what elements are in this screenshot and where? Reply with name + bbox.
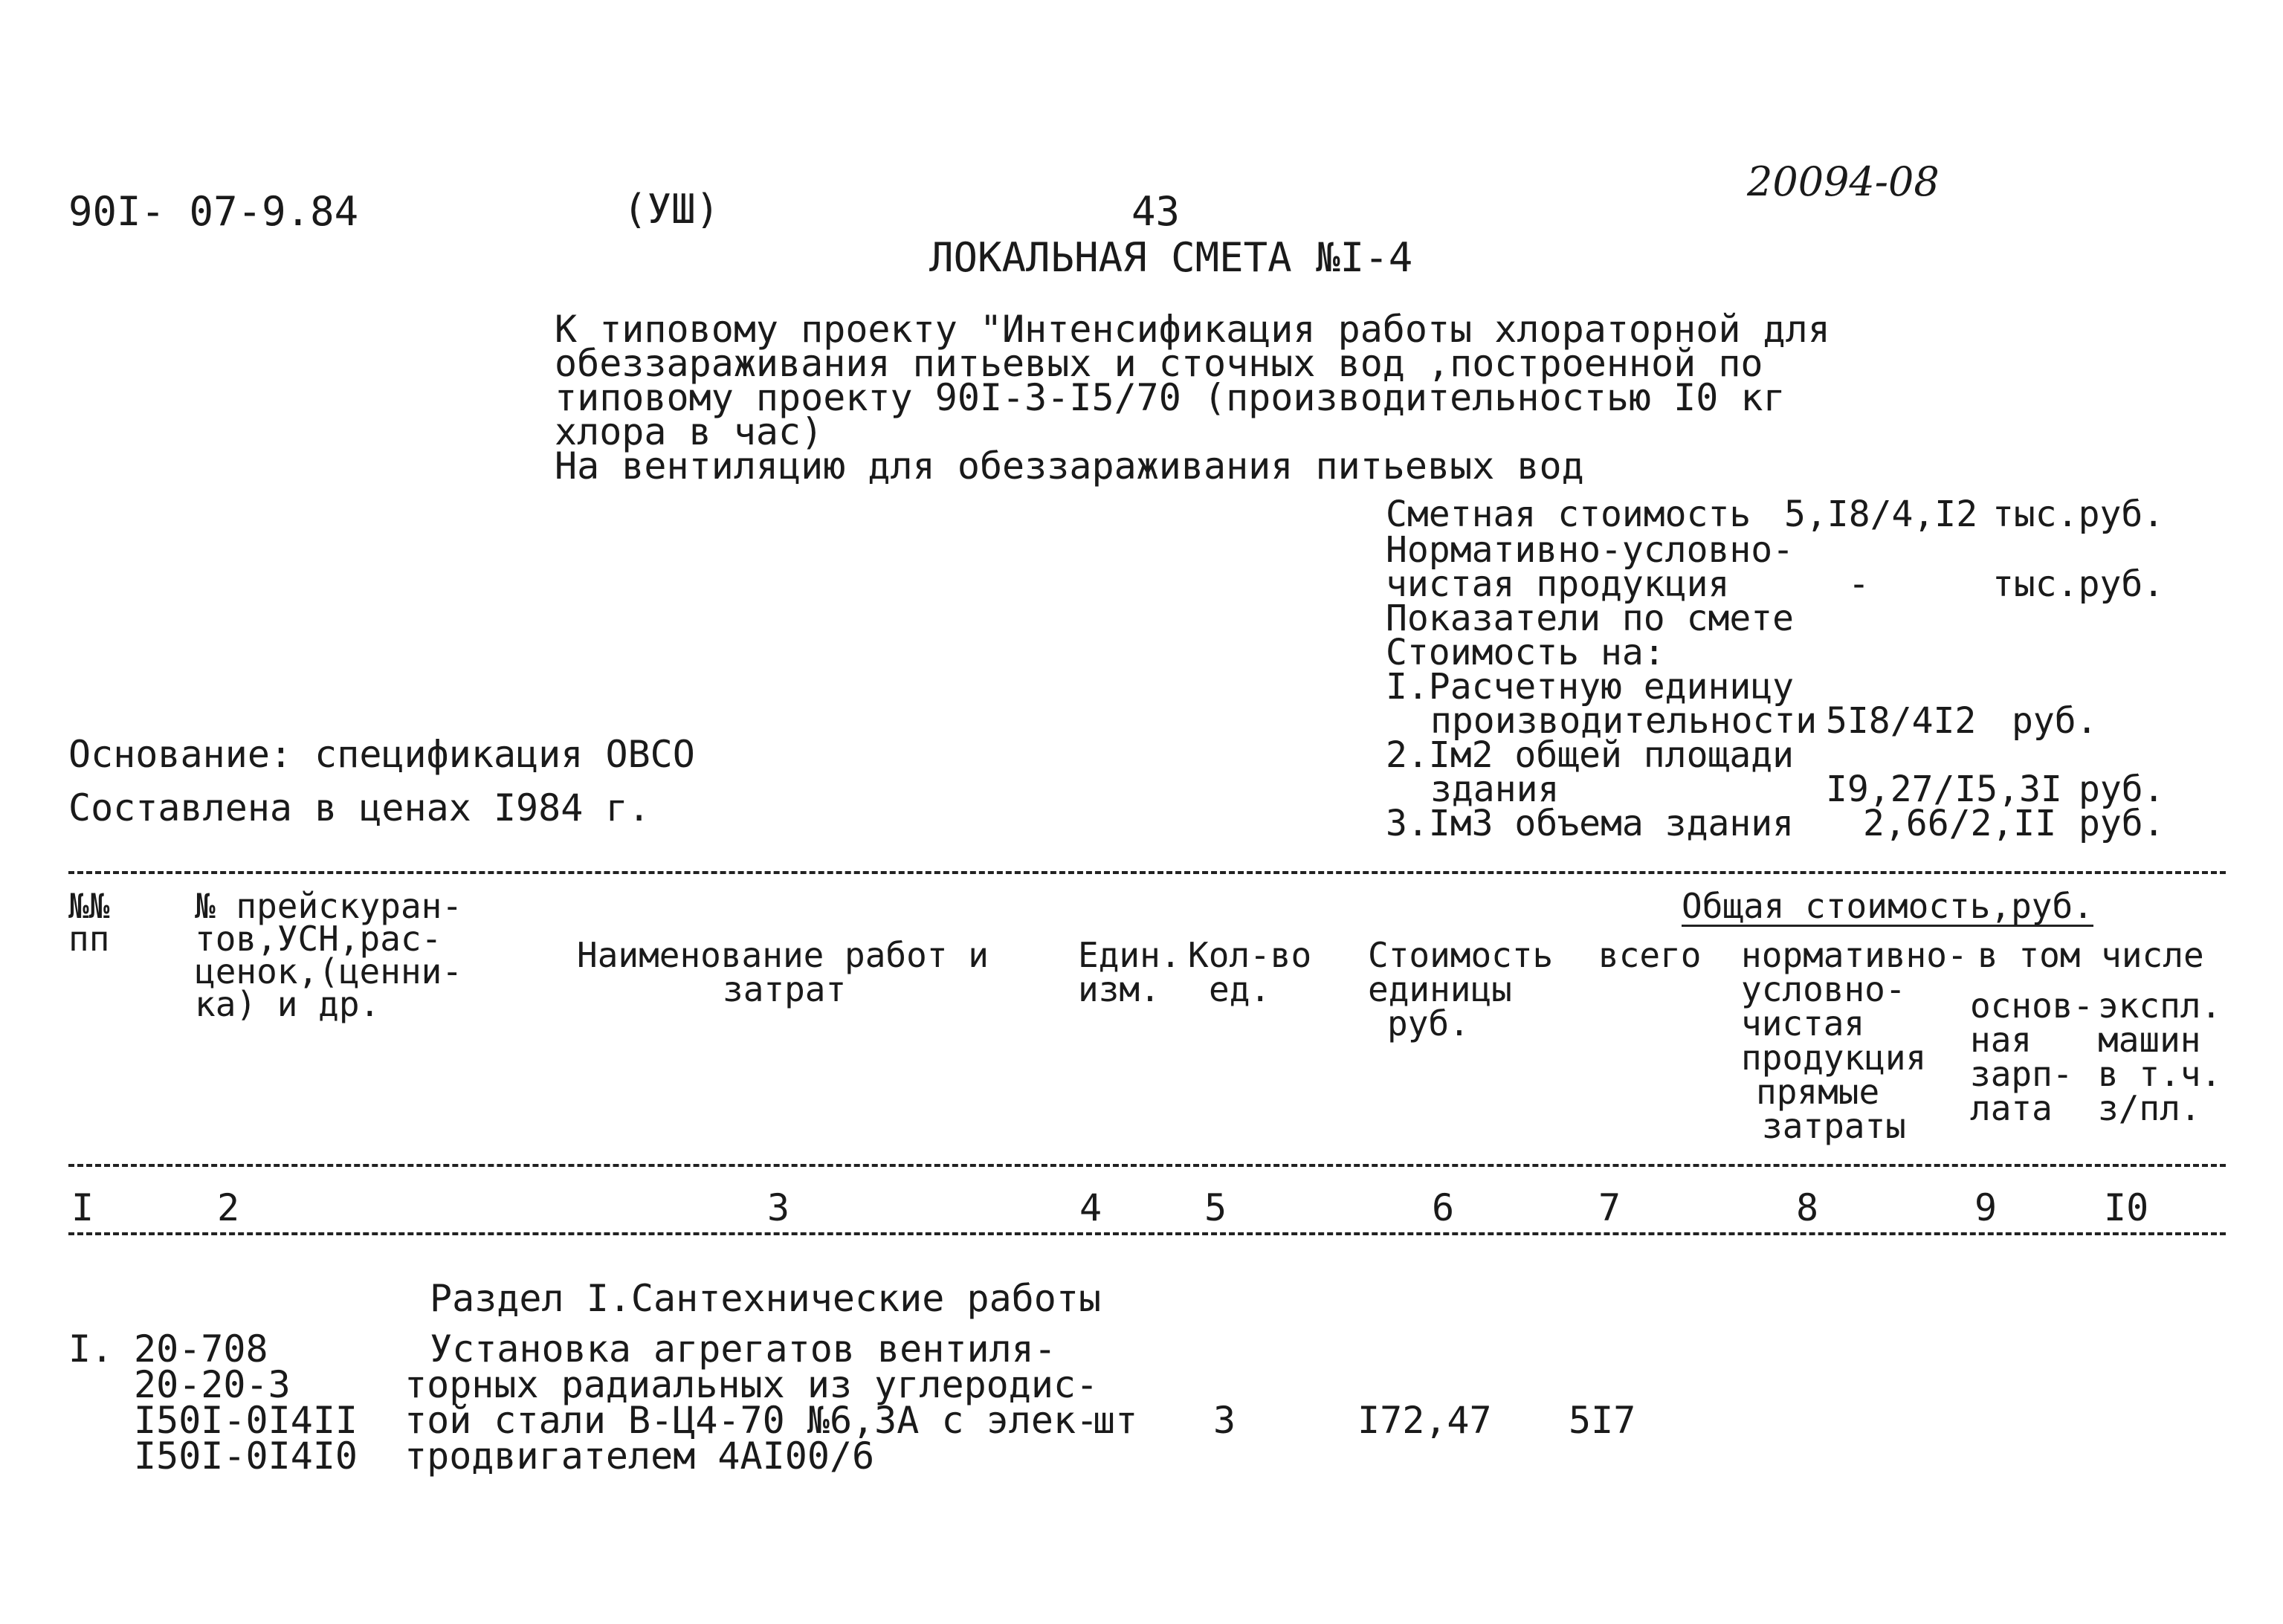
indicators-label: Показатели по смете [1386,598,1795,639]
header-col-net-product: продукция [1741,1038,1927,1078]
header-col-unit-cost: единицы [1368,969,1512,1009]
indicator-floor-area-value: I9,27/I5,3I [1826,769,2062,810]
header-col-machines: в т.ч. [2098,1054,2222,1094]
description-line: типовому проекту 90I-3-I5/70 (производительностью I0 кг [555,376,1786,419]
header-col-machines: з/пл. [2098,1088,2201,1128]
header-col-unit: Един. [1078,935,1181,975]
header-col-machines: экспл. [2098,986,2222,1026]
row-unit-cost: I72,47 [1357,1399,1492,1442]
description-line: На вентиляцию для обеззараживания питьевых вод [555,444,1584,488]
indicator-floor-area: 2.Iм2 общей площади [1386,734,1795,776]
volume-number: (УШ) [623,186,720,233]
indicator-unit-capacity-unit: руб. [2012,700,2098,742]
estimate-basis: Основание: спецификация ОВСО [68,733,695,776]
header-col-wages: зарп- [1970,1054,2073,1094]
header-col-wages: ная [1970,1020,2032,1060]
column-number: I [71,1186,94,1229]
header-col-wages: лата [1970,1088,2053,1128]
indicator-volume-value: 2,66/2,II [1863,803,2057,844]
row-code: I50I-0I4I0 [134,1434,358,1478]
description-line: обеззараживания питьевых и сточных вод ,построенной по [555,342,1763,385]
indicator-floor-area-unit: руб. [2079,769,2165,810]
estimated-cost-value: 5,I8/4,I2 [1784,494,1978,535]
row-total: 5I7 [1569,1399,1636,1442]
column-number: 7 [1598,1186,1621,1229]
indicator-unit-capacity: I.Расчетную единицу [1386,666,1795,708]
header-col-total: всего [1598,935,1702,975]
header-col-machines: машин [2098,1020,2201,1060]
estimated-cost-unit: тыс.руб. [1992,494,2165,535]
row-work-name: Установка агрегатов вентиля- [430,1327,1056,1371]
column-number: 2 [217,1186,240,1229]
row-quantity: 3 [1213,1399,1236,1442]
header-col-quantity: ед. [1209,969,1271,1009]
table-top-rule [68,871,2226,874]
header-col-work-name: затрат [723,969,847,1009]
header-bottom-rule [68,1164,2226,1167]
header-col-quantity: Кол-во [1188,935,1312,975]
header-col-price-ref: ценок,(ценни- [195,951,463,991]
header-col-unit: изм. [1078,969,1160,1009]
cost-for-label: Стоимость на: [1386,632,1665,673]
description-line: К типовому проекту "Интенсификация работы хлораторной для [555,308,1830,351]
row-number: I. [68,1327,114,1371]
row-code: 20-708 [134,1327,268,1371]
row-unit: шт [1093,1399,1138,1442]
page-title: ЛОКАЛЬНАЯ СМЕТА №I-4 [929,234,1413,281]
header-col-net-product: прямые [1756,1072,1880,1112]
section-title: Раздел I.Сантехнические работы [430,1277,1102,1320]
header-total-cost: Общая стоимость,руб. [1682,886,2093,926]
column-numbers-rule [68,1232,2226,1235]
header-col-price-ref: тов,УСН,рас- [195,919,442,959]
row-work-name: торных радиальных из углеродис- [404,1363,1099,1406]
indicator-unit-capacity-value: 5I8/4I2 [1826,700,1977,742]
column-number: 3 [767,1186,790,1229]
indicator-unit-capacity: производительности [1430,700,1818,742]
document-code: 90I- 07-9.84 [68,188,359,235]
header-col-number: пп [68,919,110,959]
column-number: 8 [1796,1186,1819,1229]
header-col-price-ref: № прейскуран- [195,886,463,926]
net-product-label: чистая продукция [1386,563,1730,605]
net-product-value: - [1848,563,1870,605]
header-col-work-name: Наименование работ и [577,935,989,975]
handwritten-number: 20094-08 [1747,158,1940,205]
page-number: 43 [1131,188,1181,235]
indicator-volume: 3.Iм3 объема здания [1386,803,1795,844]
row-code: I50I-0I4II [134,1399,358,1442]
indicator-volume-unit: руб. [2079,803,2165,844]
column-number: 5 [1204,1186,1227,1229]
header-col-unit-cost: Стоимость [1368,935,1554,975]
column-number: 9 [1974,1186,1998,1229]
header-col-net-product: условно- [1741,969,1906,1009]
estimated-cost-label: Сметная стоимость [1386,494,1751,535]
header-col-wages: основ- [1970,986,2094,1026]
indicator-floor-area: здания [1430,769,1560,810]
header-col-price-ref: ка) и др. [195,984,381,1024]
header-col-net-product: чистая [1741,1003,1865,1044]
header-col-number: №№ [68,886,110,926]
description-line: хлора в час) [555,410,824,453]
header-col-net-product: нормативно- [1741,935,1968,975]
row-work-name: тродвигателем 4АI00/6 [404,1434,875,1478]
net-product-unit: тыс.руб. [1992,563,2165,605]
header-col-net-product: затраты [1762,1106,1906,1146]
row-code: 20-20-3 [134,1363,291,1406]
column-number: 6 [1432,1186,1455,1229]
row-work-name: той стали В-Ц4-70 №6,3А с элек- [404,1399,1099,1442]
header-including: в том числе [1977,935,2204,975]
column-number: 4 [1079,1186,1102,1229]
price-level: Составлена в ценах I984 г. [68,786,650,829]
net-product-label: Нормативно-условно- [1386,529,1795,571]
header-col-unit-cost: руб. [1387,1003,1470,1044]
column-number: I0 [2104,1186,2149,1229]
